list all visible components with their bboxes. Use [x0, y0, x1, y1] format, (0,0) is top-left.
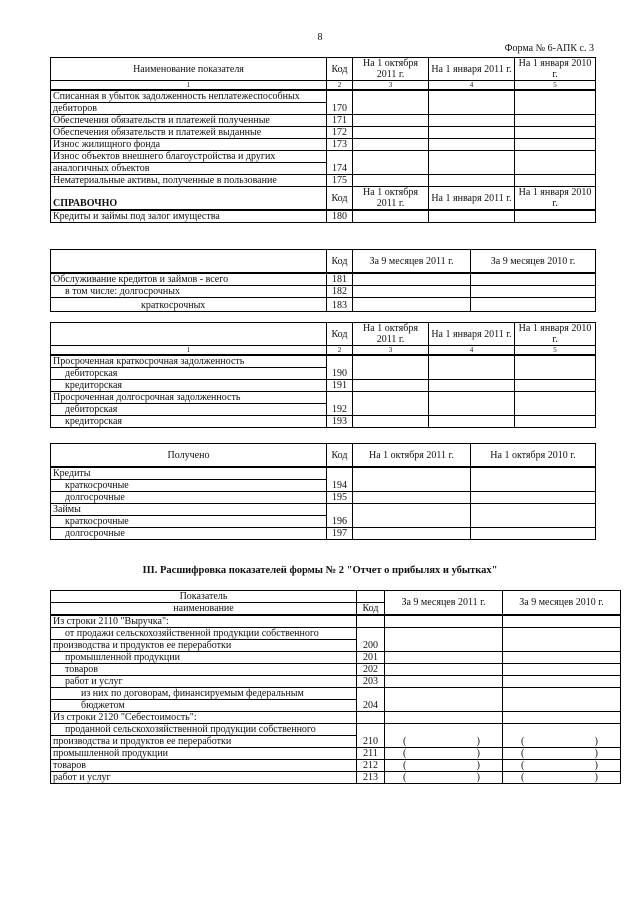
value-cell[interactable] [429, 139, 515, 151]
col-number: 3 [353, 81, 429, 91]
row-code: 172 [327, 127, 353, 139]
value-cell[interactable] [385, 664, 503, 676]
row-code: 171 [327, 115, 353, 127]
value-cell[interactable] [515, 151, 596, 175]
header-oct-2010: На 1 октября 2010 г. [471, 444, 596, 468]
table-loan-service [50, 249, 596, 312]
paren-close: ) [594, 772, 598, 783]
paren-open: ( [521, 772, 525, 783]
value-cell[interactable] [429, 380, 515, 392]
value-cell[interactable] [503, 724, 621, 748]
value-cell[interactable] [515, 355, 596, 380]
value-cell[interactable] [353, 127, 429, 139]
header-indicator: Показатель [51, 591, 357, 603]
value-cell[interactable] [515, 210, 596, 223]
value-cell[interactable] [353, 286, 471, 298]
header-received: Получено [51, 444, 327, 468]
section-3-title: III. Расшифровка показателей формы № 2 "Отчет о прибылях и убытках" [142, 565, 498, 576]
value-cell[interactable] [429, 392, 515, 416]
row-label: промышленной продукции [51, 652, 357, 664]
value-cell[interactable] [429, 416, 515, 428]
row-code: 201 [357, 652, 385, 664]
row-label: кредиторская [51, 416, 327, 428]
header-col3: На 1 января 2010 г. [515, 323, 596, 346]
paren-close: ) [476, 736, 480, 747]
table-profit-loss [50, 590, 621, 784]
col-number: 4 [429, 81, 515, 91]
paren-close: ) [476, 760, 480, 771]
value-cell[interactable] [353, 298, 471, 312]
row-label: производства и продуктов ее переработки [51, 736, 357, 748]
row-code: 200 [357, 628, 385, 652]
row-code: 170 [327, 90, 353, 115]
row-label: от продажи сельскохозяйственной продукции собственного [51, 628, 357, 640]
row-code: 210 [357, 724, 385, 748]
value-cell[interactable] [385, 772, 503, 784]
value-cell[interactable] [353, 355, 429, 380]
paren-open: ( [403, 772, 407, 783]
row-label: работ и услуг [51, 772, 357, 784]
header-col2: На 1 января 2011 г. [429, 323, 515, 346]
value-cell[interactable] [503, 676, 621, 688]
paren-close: ) [594, 748, 598, 759]
col-number: 4 [429, 346, 515, 356]
row-label: дебиторская [51, 368, 327, 380]
value-cell[interactable] [385, 615, 503, 628]
row-label: из них по договорам, финансируемым федеральным [51, 688, 357, 700]
value-cell[interactable] [353, 115, 429, 127]
header-col3: На 1 января 2010 г. [515, 187, 596, 211]
value-cell[interactable] [429, 127, 515, 139]
value-cell[interactable] [429, 115, 515, 127]
value-cell[interactable] [353, 528, 471, 540]
paren-close: ) [594, 736, 598, 747]
value-cell[interactable] [429, 175, 515, 187]
header-code: Код [327, 250, 353, 274]
row-code: 211 [357, 748, 385, 760]
header-code: Код [327, 187, 353, 211]
row-label: краткосрочных [51, 298, 327, 312]
row-code: 181 [327, 273, 353, 286]
value-cell[interactable] [353, 504, 471, 528]
row-label: дебиторов [51, 103, 327, 115]
row-code: 204 [357, 688, 385, 712]
row-code: 197 [327, 528, 353, 540]
value-cell[interactable] [471, 467, 596, 492]
value-cell[interactable] [471, 298, 596, 312]
value-cell[interactable] [385, 748, 503, 760]
header-blank [357, 591, 385, 603]
value-cell[interactable] [471, 492, 596, 504]
row-label: Износ объектов внешнего благоустройства и других [51, 151, 327, 163]
value-cell[interactable] [515, 127, 596, 139]
col-number: 5 [515, 81, 596, 91]
value-cell[interactable] [503, 760, 621, 772]
paren-open: ( [521, 760, 525, 771]
value-cell[interactable] [471, 528, 596, 540]
row-label: Просроченная долгосрочная задолженность [51, 392, 327, 404]
form-label: Форма № 6-АПК с. 3 [504, 43, 594, 54]
row-label: кредиторская [51, 380, 327, 392]
row-label: краткосрочные [51, 480, 327, 492]
row-code: 190 [327, 355, 353, 380]
value-cell[interactable] [353, 273, 471, 286]
header-code: Код [327, 58, 353, 81]
header-col2: На 1 января 2011 г. [429, 187, 515, 211]
row-code: 192 [327, 392, 353, 416]
value-cell[interactable] [353, 392, 429, 416]
table-overdue [50, 322, 596, 428]
row-code: 213 [357, 772, 385, 784]
row-label: работ и услуг [51, 676, 357, 688]
value-cell[interactable] [471, 286, 596, 298]
value-cell[interactable] [503, 748, 621, 760]
paren-open: ( [403, 748, 407, 759]
col-number: 5 [515, 346, 596, 356]
header-9m-2011: За 9 месяцев 2011 г. [353, 250, 471, 274]
value-cell[interactable] [503, 615, 621, 628]
header-oct-2011: На 1 октября 2011 г. [353, 444, 471, 468]
paren-close: ) [476, 748, 480, 759]
table-received [50, 443, 596, 540]
paren-open: ( [403, 736, 407, 747]
col-number: 1 [51, 81, 327, 91]
value-cell[interactable] [471, 504, 596, 528]
table-balance-extra [50, 57, 596, 223]
code-blank [357, 712, 385, 724]
row-label: Обеспечения обязательств и платежей выданные [51, 127, 327, 139]
value-cell[interactable] [353, 467, 471, 492]
col-number: 3 [353, 346, 429, 356]
header-code: Код [327, 323, 353, 346]
row-code: 180 [327, 210, 353, 223]
value-cell[interactable] [353, 492, 471, 504]
row-label: товаров [51, 664, 357, 676]
value-cell[interactable] [515, 175, 596, 187]
header-code: Код [357, 603, 385, 616]
header-9m-2010: За 9 месяцев 2010 г. [471, 250, 596, 274]
row-label: долгосрочные [51, 528, 327, 540]
col-number: 2 [327, 346, 353, 356]
value-cell[interactable] [515, 380, 596, 392]
row-label: Займы [51, 504, 327, 516]
row-label: аналогичных объектов [51, 163, 327, 175]
value-cell[interactable] [515, 115, 596, 127]
row-label: товаров [51, 760, 357, 772]
header-col1: На 1 октября 2011 г. [353, 323, 429, 346]
value-cell[interactable] [353, 416, 429, 428]
value-cell[interactable] [385, 628, 503, 652]
value-cell[interactable] [385, 760, 503, 772]
value-cell[interactable] [503, 712, 621, 724]
row-label: проданной сельскохозяйственной продукции собственного [51, 724, 357, 736]
value-cell[interactable] [471, 273, 596, 286]
col-number: 2 [327, 81, 353, 91]
value-cell[interactable] [385, 676, 503, 688]
row-label: краткосрочные [51, 516, 327, 528]
header-col1: На 1 октября 2011 г. [353, 187, 429, 211]
header-name: наименование [51, 603, 357, 616]
row-label: Кредиты и займы под залог имущества [51, 210, 327, 223]
paren-open: ( [403, 760, 407, 771]
value-cell[interactable] [353, 175, 429, 187]
value-cell[interactable] [429, 151, 515, 175]
value-cell[interactable] [385, 688, 503, 712]
code-blank [357, 615, 385, 628]
value-cell[interactable] [515, 392, 596, 416]
value-cell[interactable] [503, 628, 621, 652]
value-cell[interactable] [353, 90, 429, 115]
value-cell[interactable] [385, 724, 503, 748]
value-cell[interactable] [503, 688, 621, 712]
row-label: Нематериальные активы, полученные в пользование [51, 175, 327, 187]
paren-open: ( [521, 748, 525, 759]
row-label: в том числе: долгосрочных [51, 286, 327, 298]
value-cell[interactable] [429, 355, 515, 380]
row-label: Обслуживание кредитов и займов - всего [51, 273, 327, 286]
value-cell[interactable] [353, 210, 429, 223]
row-label: Из строки 2110 "Выручка": [51, 615, 357, 628]
blank-header [51, 323, 327, 346]
row-label: дебиторская [51, 404, 327, 416]
header-9m-2010: За 9 месяцев 2010 г. [503, 591, 621, 616]
value-cell[interactable] [385, 652, 503, 664]
value-cell[interactable] [515, 90, 596, 115]
row-code: 191 [327, 380, 353, 392]
row-label: бюджетом [51, 700, 357, 712]
value-cell[interactable] [503, 652, 621, 664]
value-cell[interactable] [515, 139, 596, 151]
row-code: 212 [357, 760, 385, 772]
row-label: Просроченная краткосрочная задолженность [51, 355, 327, 368]
value-cell[interactable] [515, 416, 596, 428]
value-cell[interactable] [385, 712, 503, 724]
header-name: Наименование показателя [51, 58, 327, 81]
value-cell[interactable] [353, 380, 429, 392]
header-col2: На 1 января 2011 г. [429, 58, 515, 81]
value-cell[interactable] [429, 210, 515, 223]
header-code: Код [327, 444, 353, 468]
value-cell[interactable] [353, 151, 429, 175]
paren-close: ) [594, 760, 598, 771]
row-code: 182 [327, 286, 353, 298]
value-cell[interactable] [429, 90, 515, 115]
row-code: 203 [357, 676, 385, 688]
section-spravochno: СПРАВОЧНО [51, 187, 327, 211]
row-code: 194 [327, 467, 353, 492]
row-label: долгосрочные [51, 492, 327, 504]
row-label: промышленной продукции [51, 748, 357, 760]
row-label: производства и продуктов ее переработки [51, 640, 357, 652]
paren-open: ( [521, 736, 525, 747]
row-label: Износ жилищного фонда [51, 139, 327, 151]
value-cell[interactable] [503, 664, 621, 676]
row-code: 195 [327, 492, 353, 504]
header-col3: На 1 января 2010 г. [515, 58, 596, 81]
blank-header [51, 250, 327, 274]
row-code: 175 [327, 175, 353, 187]
row-label: Кредиты [51, 467, 327, 480]
row-label: Обеспечения обязательств и платежей полученные [51, 115, 327, 127]
header-col1: На 1 октября 2011 г. [353, 58, 429, 81]
row-label: Из строки 2120 "Себестоимость": [51, 712, 357, 724]
value-cell[interactable] [353, 139, 429, 151]
value-cell[interactable] [503, 772, 621, 784]
row-code: 174 [327, 151, 353, 175]
page-number: 8 [317, 32, 323, 43]
row-code: 193 [327, 416, 353, 428]
header-9m-2011: За 9 месяцев 2011 г. [385, 591, 503, 616]
col-number: 1 [51, 346, 327, 356]
row-label: Списанная в убыток задолженность неплатежеспособных [51, 90, 327, 103]
row-code: 202 [357, 664, 385, 676]
row-code: 196 [327, 504, 353, 528]
row-code: 183 [327, 298, 353, 312]
paren-close: ) [476, 772, 480, 783]
row-code: 173 [327, 139, 353, 151]
